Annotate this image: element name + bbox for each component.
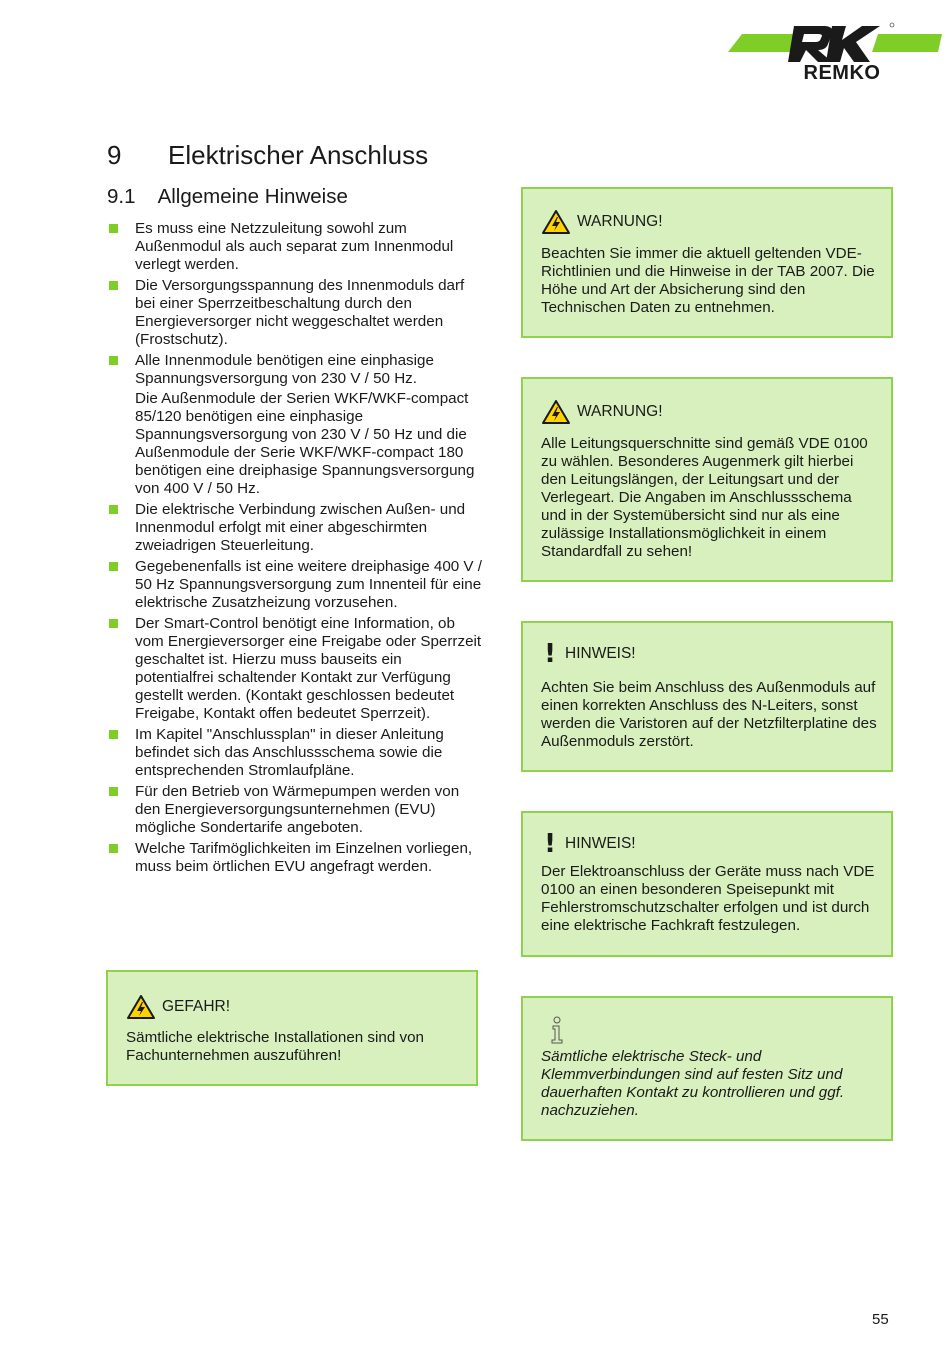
- chapter-number: 9: [107, 140, 122, 170]
- warning-heading-2: WARNUNG!: [541, 399, 663, 425]
- chapter-heading: [107, 140, 428, 171]
- exclamation-icon: !: [544, 829, 556, 859]
- list-item: Im Kapitel "Anschlussplan" in dieser Anleitung befindet sich das Anschlussschema sowie die entsprechenden Stromlaufpläne.: [107, 726, 482, 780]
- page-number: 55: [872, 1311, 889, 1328]
- list-item: Für den Betrieb von Wärmepumpen werden von den Energieversorgungsunternehmen (EVU) mögliche Sondertarife angeboten.: [107, 783, 482, 837]
- info-notice: [521, 996, 893, 1141]
- list-item: Welche Tarifmöglichkeiten im Einzelnen vorliegen, muss beim örtlichen EVU angefragt werden.: [107, 840, 482, 876]
- bullet-square-icon: [109, 356, 118, 365]
- info-text: Sämtliche elektrische Steck- und Klemmverbindungen sind auf festen Sitz und dauerhaften Kontakt zu kontrollieren und ggf. nachzuziehen.: [541, 1048, 845, 1119]
- danger-notice: [106, 970, 478, 1086]
- high-voltage-warning-icon: [541, 209, 571, 235]
- info-icon: [549, 1016, 565, 1044]
- note-heading-1: ! HINWEIS!: [541, 641, 636, 667]
- list-item-continuation: Die Außenmodule der Serien WKF/WKF-compact 85/120 benötigen eine einphasige Spannungsversorgung von 230 V / 50 Hz und die Außenmodule der Serie WKF/WKF-compact 180 benötigen eine dreiphasige Spannungsversorgung von 400 V / 50 Hz.: [135, 390, 475, 497]
- list-item: Der Smart-Control benötigt eine Information, ob vom Energieversorger eine Freigabe oder Sperrzeit geschaltet ist. Hierzu muss bauseits ein potentialfrei schaltender Kontakt zur Verfügung gestellt werden. (Kontakt geschlossen bedeutet Freigabe, Kontakt offen bedeutet Sperrzeit).: [107, 615, 482, 723]
- danger-heading: GEFAHR!: [126, 994, 230, 1020]
- bullet-square-icon: [109, 224, 118, 233]
- list-item: Es muss eine Netzzuleitung sowohl zum Außenmodul als auch separat zum Innenmodul verlegt werden.: [107, 220, 482, 274]
- high-voltage-warning-icon: [541, 399, 571, 425]
- warning-text-1: Beachten Sie immer die aktuell geltenden VDE-Richtlinien und die Hinweise in der TAB 2007. Die Höhe und Art der Absicherung sind den Technischen Daten zu entnehmen.: [541, 245, 875, 316]
- note-notice-1: [521, 621, 893, 772]
- warning-notice-2: [521, 377, 893, 582]
- bullet-square-icon: [109, 787, 118, 796]
- note-heading-2: ! HINWEIS!: [541, 831, 636, 857]
- list-item: Die elektrische Verbindung zwischen Außen- und Innenmodul erfolgt mit einer abgeschirmten zweiadrigen Steuerleitung.: [107, 501, 482, 555]
- list-item: Gegebenenfalls ist eine weitere dreiphasige 400 V / 50 Hz Spannungsversorgung zum Innenteil für eine elektrische Zusatzheizung vorzusehen.: [107, 558, 482, 612]
- note-text-2: Der Elektroanschluss der Geräte muss nach VDE 0100 an einen besonderen Speisepunkt mit Fehlerstromschutzschalter erfolgen und ist durch eine elektrische Fachkraft festzulegen.: [541, 863, 875, 934]
- bullet-square-icon: [109, 844, 118, 853]
- danger-text: Sämtliche elektrische Installationen sind von Fachunternehmen auszuführen!: [126, 1029, 425, 1064]
- bullet-square-icon: [109, 562, 118, 571]
- note-text-1: Achten Sie beim Anschluss des Außenmoduls auf einen korrekten Anschluss des N-Leiters, sonst werden die Varistoren auf der Netzfilterplatine des Außenmoduls zerstört.: [541, 679, 877, 750]
- section-title: Allgemeine Hinweise: [157, 185, 348, 208]
- bullet-square-icon: [109, 730, 118, 739]
- chapter-title: Elektrischer Anschluss: [168, 140, 429, 170]
- bullet-square-icon: [109, 281, 118, 290]
- logo-wordmark: REMKO: [803, 62, 881, 84]
- general-notes-list: [107, 220, 482, 879]
- section-heading: [107, 185, 348, 209]
- list-item: Die Versorgungsspannung des Innenmoduls darf bei einer Sperrzeitbeschaltung durch den Energieversorger nicht weggeschaltet werden (Frostschutz).: [107, 277, 482, 349]
- list-item: Alle Innenmodule benötigen eine einphasige Spannungsversorgung von 230 V / 50 Hz.: [107, 352, 482, 388]
- warning-notice-1: [521, 187, 893, 338]
- note-notice-2: [521, 811, 893, 957]
- bullet-square-icon: [109, 619, 118, 628]
- exclamation-icon: !: [544, 639, 556, 669]
- warning-text-2: Alle Leitungsquerschnitte sind gemäß VDE 0100 zu wählen. Besonderes Augenmerk gilt hierbei den Leitungslängen, der Leitungsart und der Verlegeart. Die Angaben im Anschlussschema und in der Systemübersicht sind nur als eine zulässige Installationsmöglichkeit in einem Standardfall zu sehen!: [541, 435, 868, 560]
- high-voltage-warning-icon: [126, 994, 156, 1020]
- section-number: 9.1: [107, 185, 136, 208]
- bullet-square-icon: [109, 505, 118, 514]
- warning-heading-1: WARNUNG!: [541, 209, 663, 235]
